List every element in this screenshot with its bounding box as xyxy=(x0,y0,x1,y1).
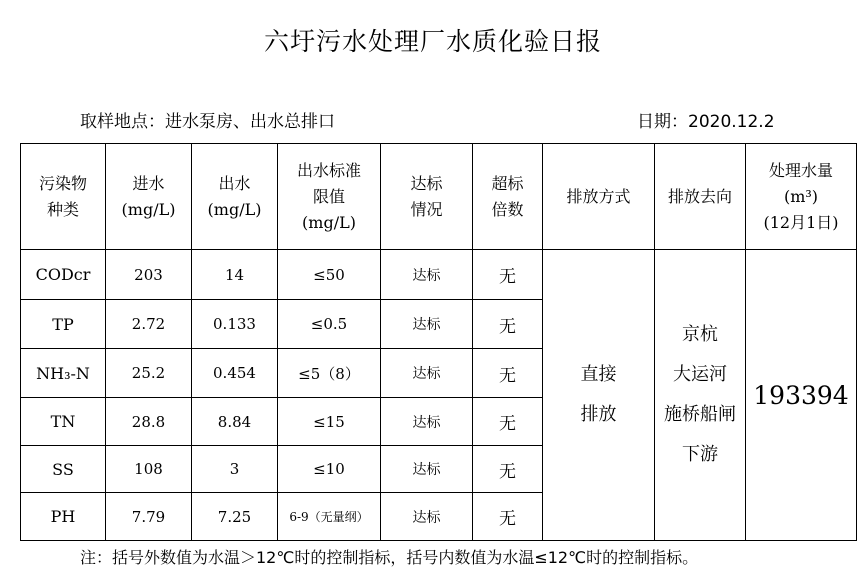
header-volume-line1: 处理水量 xyxy=(768,160,833,180)
header-row xyxy=(21,144,857,250)
header-outflow-line1: 出水 xyxy=(218,173,251,193)
destination-line4: 下游 xyxy=(682,444,718,465)
limit-cell: ≤0.5 xyxy=(278,300,381,349)
destination-line3: 施桥船闸 xyxy=(664,404,736,425)
inflow-cell: 203 xyxy=(106,250,192,300)
method-line2: 排放 xyxy=(580,404,617,425)
header-inflow xyxy=(106,144,192,250)
outflow-cell: 0.454 xyxy=(192,349,278,398)
header-limit xyxy=(278,144,381,250)
water-quality-table xyxy=(20,143,857,541)
header-exceed-line1: 超标 xyxy=(491,173,524,193)
header-volume xyxy=(746,144,857,250)
limit-cell: ≤5（8） xyxy=(278,349,381,398)
exceed-cell: 无 xyxy=(473,493,543,541)
status-cell: 达标 xyxy=(381,493,473,541)
status-cell: 达标 xyxy=(381,349,473,398)
status-cell: 达标 xyxy=(381,250,473,300)
outflow-cell: 7.25 xyxy=(192,493,278,541)
method-line1: 直接 xyxy=(580,364,617,385)
header-exceed xyxy=(473,144,543,250)
header-exceed-line2: 倍数 xyxy=(491,199,524,219)
header-method: 排放方式 xyxy=(543,144,655,250)
exceed-cell: 无 xyxy=(473,446,543,493)
header-destination: 排放去向 xyxy=(655,144,746,250)
inflow-cell: 25.2 xyxy=(106,349,192,398)
limit-cell: 6-9（无量纲） xyxy=(278,493,381,541)
inflow-cell: 108 xyxy=(106,446,192,493)
header-inflow-line2: (mg/L) xyxy=(121,199,176,219)
destination-line1: 京杭 xyxy=(682,324,718,345)
exceed-cell: 无 xyxy=(473,398,543,446)
pollutant-cell: SS xyxy=(21,446,106,493)
header-pollutant-line2: 种类 xyxy=(46,199,79,219)
discharge-destination-cell xyxy=(655,250,746,541)
header-limit-line3: (mg/L) xyxy=(302,212,356,232)
header-pollutant-line1: 污染物 xyxy=(38,173,87,193)
outflow-cell: 3 xyxy=(192,446,278,493)
limit-cell: ≤10 xyxy=(278,446,381,493)
header-inflow-line1: 进水 xyxy=(132,173,165,193)
table-row xyxy=(21,250,857,300)
inflow-cell: 2.72 xyxy=(106,300,192,349)
report-title: 六圩污水处理厂水质化验日报 xyxy=(263,27,602,56)
status-cell: 达标 xyxy=(381,446,473,493)
header-outflow xyxy=(192,144,278,250)
exceed-cell: 无 xyxy=(473,300,543,349)
header-limit-line2: 限值 xyxy=(312,186,345,206)
discharge-method-cell xyxy=(543,250,655,541)
limit-cell: ≤50 xyxy=(278,250,381,300)
exceed-cell: 无 xyxy=(473,349,543,398)
header-volume-line3: (12月1日) xyxy=(763,212,839,232)
header-pollutant xyxy=(21,144,106,250)
header-status-line2: 情况 xyxy=(410,199,443,219)
report-date: 日期：2020.12.2 xyxy=(637,112,775,132)
sampling-location: 取样地点：进水泵房、出水总排口 xyxy=(80,112,335,132)
header-status xyxy=(381,144,473,250)
status-cell: 达标 xyxy=(381,300,473,349)
pollutant-cell: PH xyxy=(21,493,106,541)
pollutant-cell: TP xyxy=(21,300,106,349)
pollutant-cell: CODcr xyxy=(21,250,106,300)
pollutant-cell: TN xyxy=(21,398,106,446)
footnote: 注：括号外数值为水温＞12℃时的控制指标，括号内数值为水温≤12℃时的控制指标。 xyxy=(80,548,699,567)
header-limit-line1: 出水标准 xyxy=(296,160,361,180)
pollutant-cell: NH₃-N xyxy=(21,349,106,398)
exceed-cell: 无 xyxy=(473,250,543,300)
treated-volume-cell: 193394 xyxy=(746,250,857,541)
outflow-cell: 14 xyxy=(192,250,278,300)
limit-cell: ≤15 xyxy=(278,398,381,446)
destination-line2: 大运河 xyxy=(673,364,727,385)
header-status-line1: 达标 xyxy=(410,173,443,193)
status-cell: 达标 xyxy=(381,398,473,446)
inflow-cell: 28.8 xyxy=(106,398,192,446)
inflow-cell: 7.79 xyxy=(106,493,192,541)
outflow-cell: 8.84 xyxy=(192,398,278,446)
outflow-cell: 0.133 xyxy=(192,300,278,349)
header-outflow-line2: (mg/L) xyxy=(207,199,262,219)
header-volume-line2: (m³) xyxy=(783,186,819,206)
